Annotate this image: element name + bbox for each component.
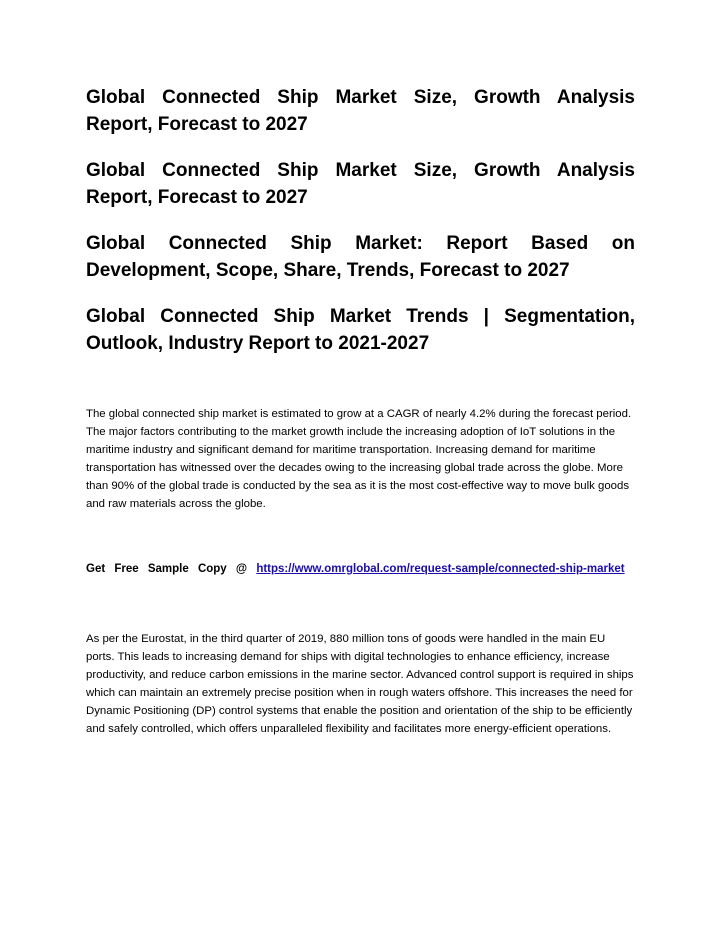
heading-1: Global Connected Ship Market Size, Growth Analysis Report, Forecast to 2027 [86, 87, 635, 135]
heading-4: Global Connected Ship Market Trends | Segmentation, Outlook, Industry Report to 2021-2027 [86, 306, 635, 354]
heading-2: Global Connected Ship Market Size, Growth Analysis Report, Forecast to 2027 [86, 160, 635, 208]
sample-copy-label: Get Free Sample Copy @ [86, 563, 248, 575]
heading-3: Global Connected Ship Market: Report Based on Development, Scope, Share, Trends, Forecast to 2027 [86, 233, 635, 281]
sample-copy-link[interactable]: https://www.omrglobal.com/request-sample/connected-ship-market [256, 563, 625, 575]
intro-paragraph: The global connected ship market is estimated to grow at a CAGR of nearly 4.2% during the forecast period. The major factors contributing to the market growth include the increasing adoption of IoT solutions in the maritime industry and significant demand for maritime transportation. Increasing demand for maritime transportation has witnessed over the decades owing to the increasing global trade across the globe. More than 90% of the global trade is conducted by the sea as it is the most cost-effective way to move bulk goods and raw materials across the globe. [86, 408, 632, 510]
eurostat-paragraph: As per the Eurostat, in the third quarter of 2019, 880 million tons of goods were handled in the main EU ports. This leads to increasing demand for ships with digital technologies to enhance efficiency, increase productivity, and reduce carbon emissions in the marine sector. Advanced control support is required in ships which can maintain an extremely precise position when in rough waters offshore. This increases the need for Dynamic Positioning (DP) control systems that enable the position and orientation of the ship to be efficiently and safely controlled, which offers unparalleled flexibility and facilitates more energy-efficient operations. [86, 633, 634, 735]
document-page [86, 84, 635, 738]
sample-copy-line [86, 557, 635, 582]
